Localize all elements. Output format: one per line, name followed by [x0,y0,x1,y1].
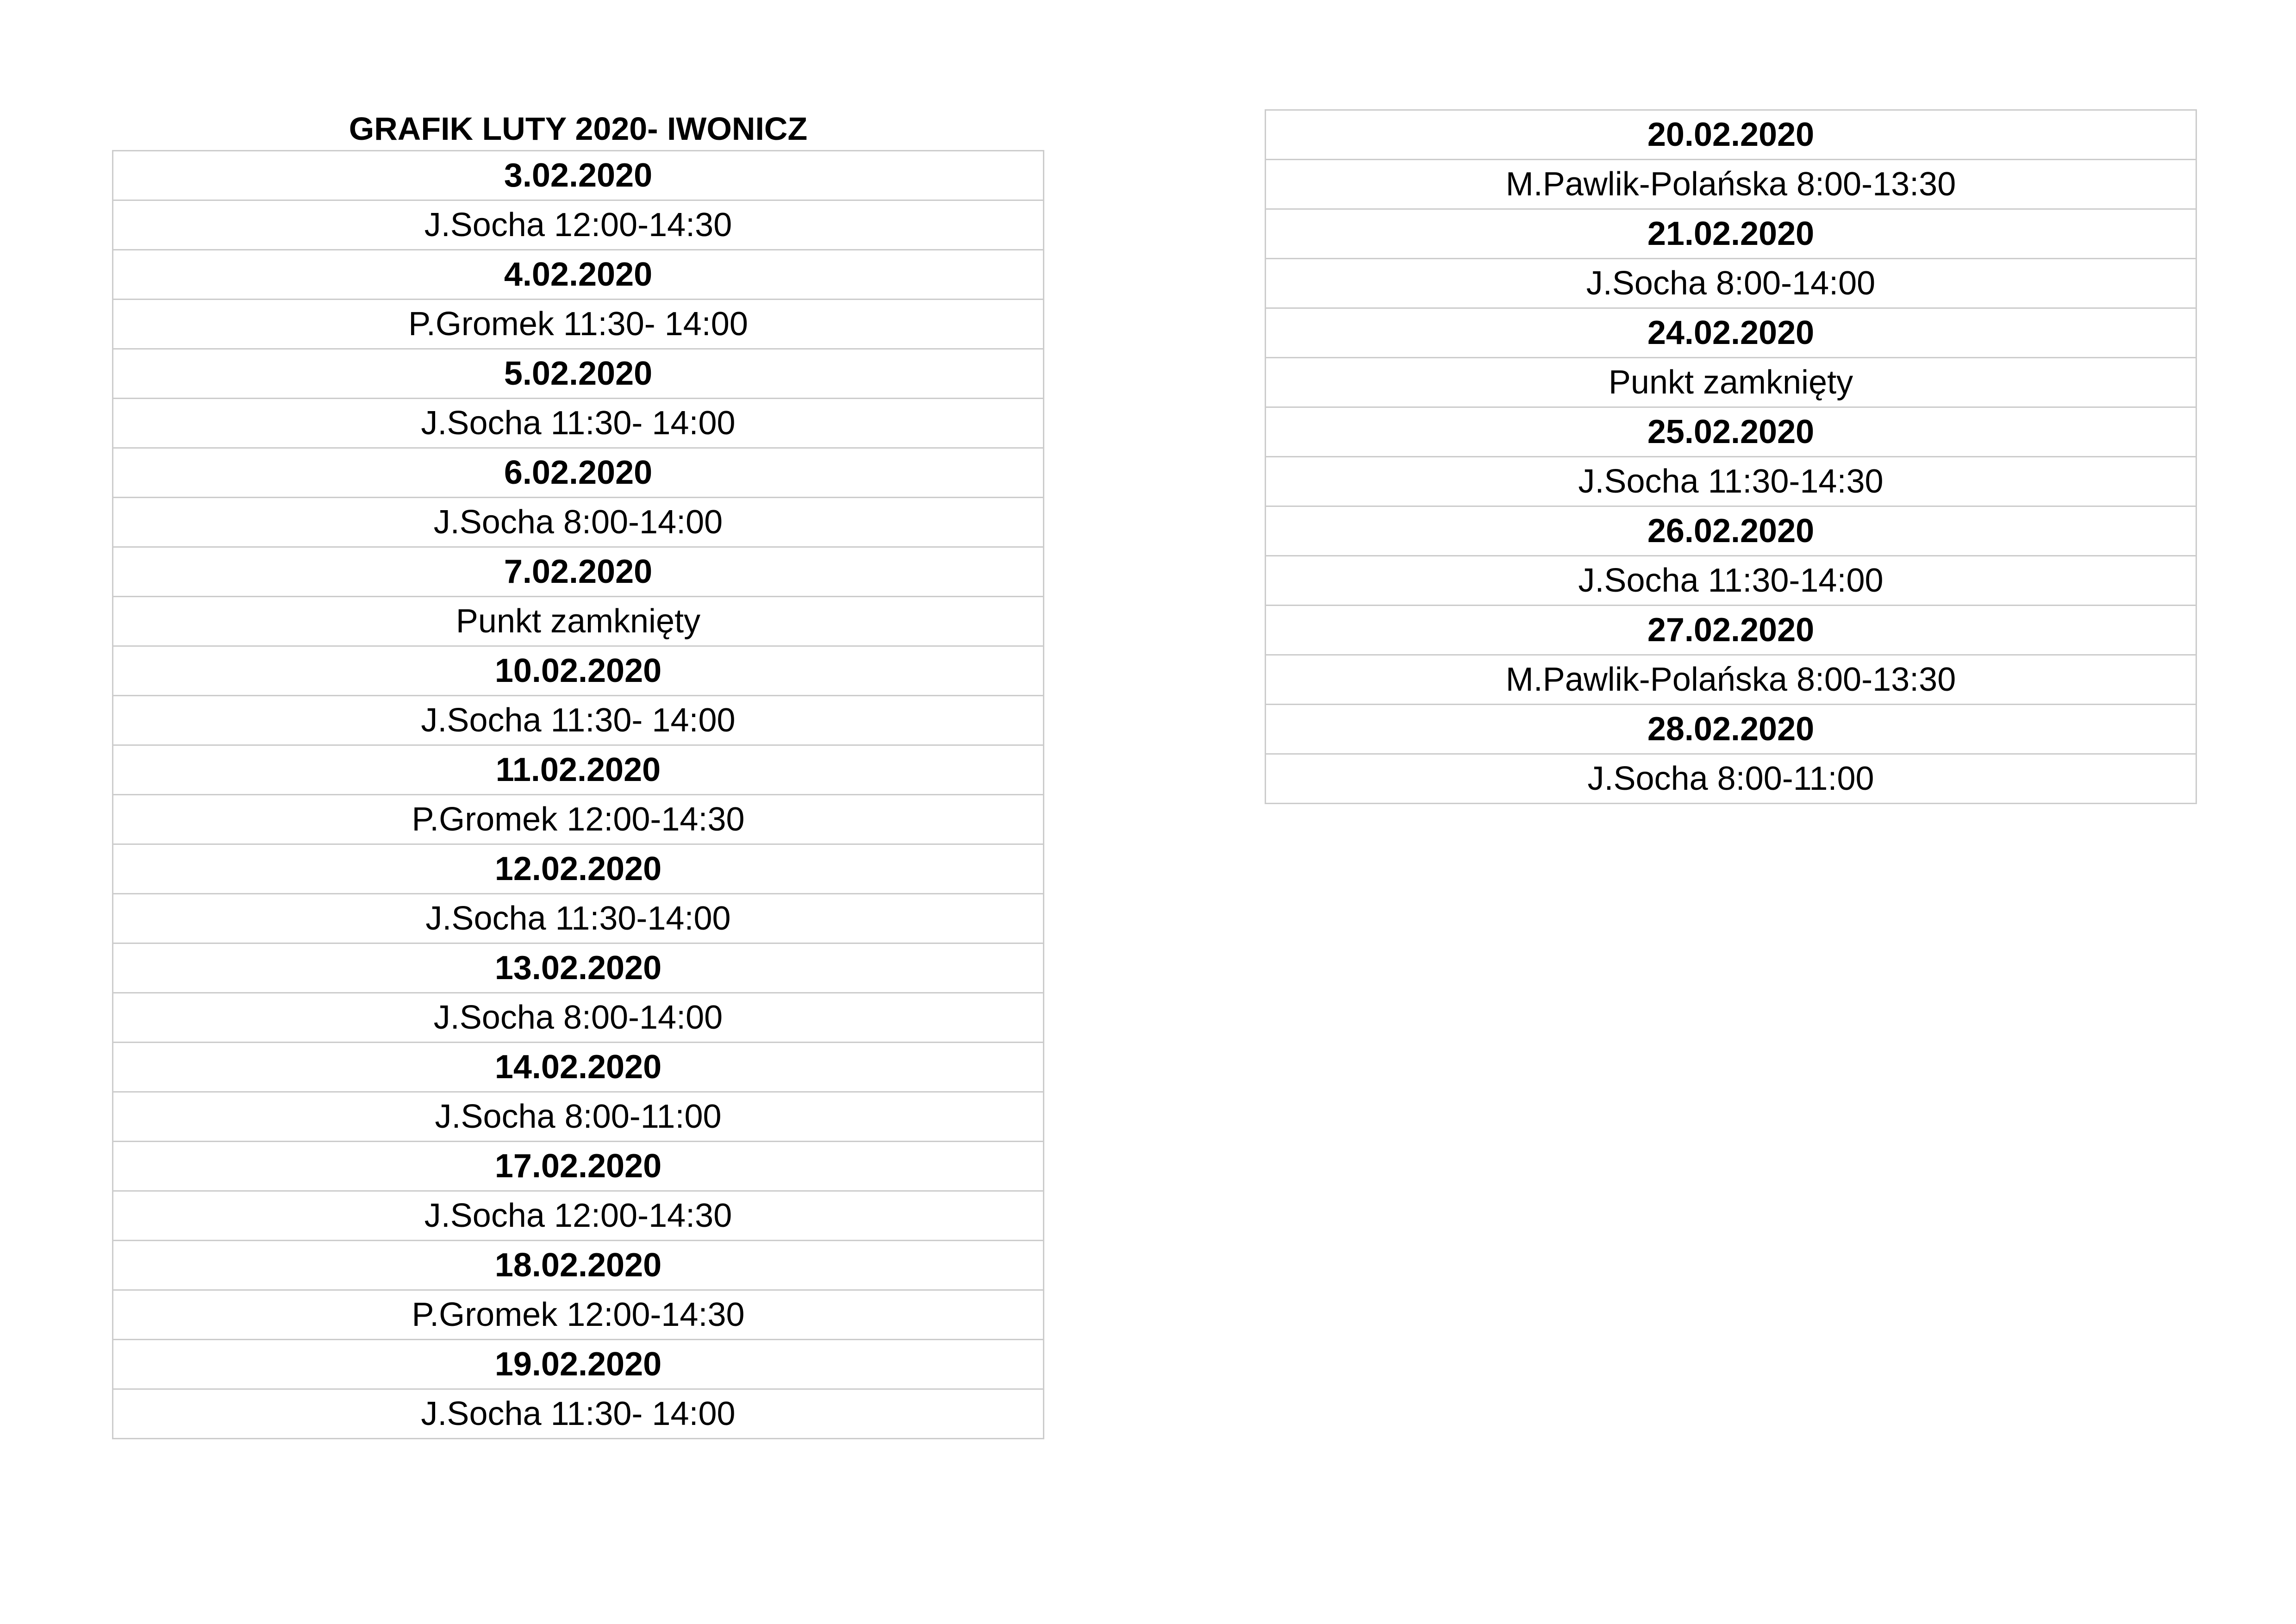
date-cell[interactable]: 5.02.2020 [113,349,1044,399]
date-cell[interactable]: 20.02.2020 [1266,110,2196,160]
shift-row [1266,259,2196,308]
shift-cell[interactable]: J.Socha 8:00-14:00 [113,993,1044,1043]
date-row [113,151,1044,200]
schedule-table-right [1265,109,2197,804]
shift-cell[interactable]: P.Gromek 12:00-14:30 [113,1290,1044,1340]
shift-row [1266,457,2196,506]
page-title: GRAFIK LUTY 2020- IWONICZ [349,111,808,147]
date-row [113,448,1044,498]
date-row [113,745,1044,795]
date-row [113,1340,1044,1389]
date-row [1266,506,2196,556]
date-cell[interactable]: 18.02.2020 [113,1241,1044,1290]
date-row [113,1043,1044,1092]
shift-cell[interactable]: M.Pawlik-Polańska 8:00-13:30 [1266,655,2196,705]
shift-row [113,1191,1044,1241]
date-cell[interactable]: 19.02.2020 [113,1340,1044,1389]
shift-cell[interactable]: J.Socha 11:30- 14:00 [113,399,1044,448]
date-row [113,547,1044,597]
date-row [113,349,1044,399]
date-row [1266,407,2196,457]
date-cell[interactable]: 26.02.2020 [1266,506,2196,556]
shift-cell[interactable]: J.Socha 8:00-14:00 [1266,259,2196,308]
date-cell[interactable]: 10.02.2020 [113,646,1044,696]
date-cell[interactable]: 25.02.2020 [1266,407,2196,457]
shift-cell[interactable]: J.Socha 8:00-11:00 [113,1092,1044,1142]
date-row [1266,209,2196,259]
date-cell[interactable]: 28.02.2020 [1266,705,2196,754]
shift-row [1266,754,2196,804]
shift-row [113,300,1044,349]
shift-row [113,894,1044,943]
shift-cell[interactable]: M.Pawlik-Polańska 8:00-13:30 [1266,160,2196,209]
shift-row [113,399,1044,448]
shift-row [113,795,1044,844]
shift-cell[interactable]: J.Socha 11:30- 14:00 [113,696,1044,745]
shift-row [113,597,1044,646]
date-cell[interactable]: 17.02.2020 [113,1142,1044,1191]
date-row [1266,705,2196,754]
date-row [1266,606,2196,655]
date-cell[interactable]: 13.02.2020 [113,943,1044,993]
shift-cell[interactable]: J.Socha 11:30-14:00 [113,894,1044,943]
shift-cell[interactable]: J.Socha 12:00-14:30 [113,1191,1044,1241]
shift-row [113,696,1044,745]
date-row [113,1241,1044,1290]
shift-row [1266,160,2196,209]
date-row [1266,308,2196,358]
shift-row [113,1092,1044,1142]
date-cell[interactable]: 27.02.2020 [1266,606,2196,655]
shift-cell[interactable]: P.Gromek 12:00-14:30 [113,795,1044,844]
shift-cell[interactable]: Punkt zamknięty [113,597,1044,646]
shift-row [1266,556,2196,606]
date-cell[interactable]: 21.02.2020 [1266,209,2196,259]
shift-row [113,1389,1044,1439]
date-cell[interactable]: 24.02.2020 [1266,308,2196,358]
date-row [113,250,1044,300]
date-cell[interactable]: 14.02.2020 [113,1043,1044,1092]
date-cell[interactable]: 12.02.2020 [113,844,1044,894]
date-row [113,844,1044,894]
shift-row [113,498,1044,547]
shift-cell[interactable]: J.Socha 11:30- 14:00 [113,1389,1044,1439]
shift-row [113,1290,1044,1340]
date-row [113,943,1044,993]
shift-cell[interactable]: J.Socha 11:30-14:30 [1266,457,2196,506]
date-cell[interactable]: 4.02.2020 [113,250,1044,300]
shift-row [1266,358,2196,407]
shift-cell[interactable]: J.Socha 12:00-14:30 [113,200,1044,250]
shift-cell[interactable]: Punkt zamknięty [1266,358,2196,407]
shift-row [113,200,1044,250]
date-cell[interactable]: 7.02.2020 [113,547,1044,597]
shift-row [113,993,1044,1043]
shift-cell[interactable]: J.Socha 11:30-14:00 [1266,556,2196,606]
shift-cell[interactable]: J.Socha 8:00-11:00 [1266,754,2196,804]
date-row [113,646,1044,696]
date-row [113,1142,1044,1191]
date-row [1266,110,2196,160]
date-cell[interactable]: 11.02.2020 [113,745,1044,795]
date-cell[interactable]: 3.02.2020 [113,151,1044,200]
schedule-table-left [112,150,1044,1439]
shift-cell[interactable]: J.Socha 8:00-14:00 [113,498,1044,547]
shift-row [1266,655,2196,705]
shift-cell[interactable]: P.Gromek 11:30- 14:00 [113,300,1044,349]
date-cell[interactable]: 6.02.2020 [113,448,1044,498]
